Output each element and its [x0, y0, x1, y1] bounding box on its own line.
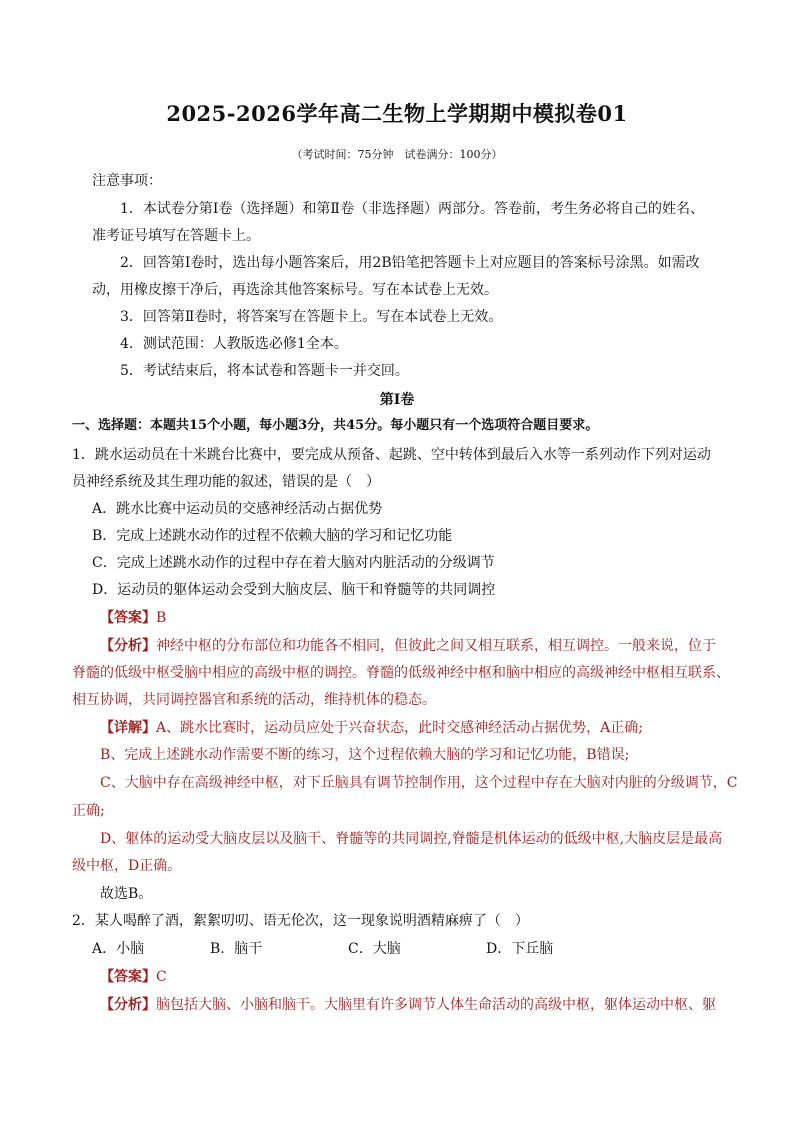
question-1-option-b: B．完成上述跳水动作的过程不依赖大脑的学习和记忆功能	[92, 528, 453, 544]
answer-value: C	[156, 969, 167, 985]
exam-title: 2025-2026学年高二生物上学期期中模拟卷01	[166, 101, 628, 126]
question-2-stem: 2．某人喝醉了酒，絮絮叨叨、语无伦次，这一现象说明酒精麻痹了（ ）	[72, 913, 529, 929]
notice-line: 2．回答第Ⅰ卷时，选出每小题答案后，用2B铅笔把答题卡上对应题目的答案标号涂黑。如需改	[120, 255, 700, 271]
analysis-text: 相互协调，共同调控器官和系统的活动，维持机体的稳态。	[72, 692, 436, 708]
notice-heading: 注意事项：	[92, 173, 162, 189]
question-2-option-d: D．下丘脑	[486, 941, 554, 957]
notice-line: 准考证号填写在答题卡上。	[92, 228, 260, 244]
notice-line: 动，用橡皮擦干净后，再选涂其他答案标号。写在本试卷上无效。	[92, 282, 498, 298]
answer-tag: 【答案】	[100, 610, 156, 626]
question-1-stem: 员神经系统及其生理功能的叙述，错误的是（ ）	[72, 474, 380, 490]
detail-text: A、跳水比赛时，运动员应处于兴奋状态，此时交感神经活动占据优势，A正确;	[156, 720, 643, 736]
question-1-option-d: D．运动员的躯体运动会受到大脑皮层、脑干和脊髓等的共同调控	[92, 582, 496, 598]
question-1-conclusion: 故选B。	[100, 886, 153, 902]
detail-text: 正确;	[72, 803, 105, 819]
question-2-option-c: C．大脑	[348, 941, 401, 957]
question-1-analysis	[100, 637, 716, 655]
exam-subtitle: （考试时间：75分钟 试卷满分：100分）	[291, 148, 503, 161]
analysis-text: 神经中枢的分布部位和功能各不相同，但彼此之间又相互联系，相互调控。一般来说，位于	[156, 638, 716, 654]
section-heading: 一、选择题：本题共15个小题，每小题3分，共45分。每小题只有一个选项符合题目要求。	[72, 418, 599, 433]
question-1-option-c: C．完成上述跳水动作的过程中存在着大脑对内脏活动的分级调节	[92, 555, 495, 571]
analysis-tag: 【分析】	[100, 997, 156, 1013]
volume-heading: 第Ⅰ卷	[379, 392, 415, 408]
detail-tag: 【详解】	[100, 720, 156, 736]
analysis-text: 脊髓的低级中枢受脑中相应的高级中枢的调控。脊髓的低级神经中枢和脑中相应的高级神经中枢相互联系、	[72, 665, 730, 681]
analysis-tag: 【分析】	[100, 638, 156, 654]
answer-value: B	[156, 610, 167, 626]
question-2-option-b: B．脑干	[210, 941, 263, 957]
question-1-answer	[100, 609, 166, 627]
detail-text: B、完成上述跳水动作需要不断的练习，这个过程依赖大脑的学习和记忆功能，B错误;	[100, 747, 630, 763]
question-1-detail	[100, 719, 643, 737]
detail-text: D、躯体的运动受大脑皮层以及脑干、脊髓等的共同调控,脊髓是机体运动的低级中枢,大脑皮层是最高	[100, 831, 723, 847]
notice-line: 3．回答第Ⅱ卷时，将答案写在答题卡上。写在本试卷上无效。	[120, 309, 503, 325]
question-2-option-a: A．小脑	[92, 941, 145, 957]
question-1-stem: 1．跳水运动员在十米跳台比赛中，要完成从预备、起跳、空中转体到最后入水等一系列动作下列对运动	[72, 447, 711, 463]
notice-line: 1．本试卷分第Ⅰ卷（选择题）和第Ⅱ卷（非选择题）两部分。答卷前，考生务必将自己的姓名、	[120, 201, 704, 217]
notice-line: 5．考试结束后，将本试卷和答题卡一并交回。	[120, 363, 409, 379]
question-1-option-a: A．跳水比赛中运动员的交感神经活动占据优势	[92, 501, 383, 517]
detail-text: 级中枢，D正确。	[72, 858, 182, 874]
notice-line: 4．测试范围：人教版选必修1全本。	[120, 336, 348, 352]
question-2-analysis	[100, 996, 716, 1014]
answer-tag: 【答案】	[100, 969, 156, 985]
question-2-answer	[100, 968, 167, 986]
detail-text: C、大脑中存在高级神经中枢，对下丘脑具有调节控制作用，这个过程中存在大脑对内脏的分级调节，C	[100, 775, 738, 791]
analysis-text: 脑包括大脑、小脑和脑干。大脑里有许多调节人体生命活动的高级中枢，躯体运动中枢、躯	[156, 997, 716, 1013]
